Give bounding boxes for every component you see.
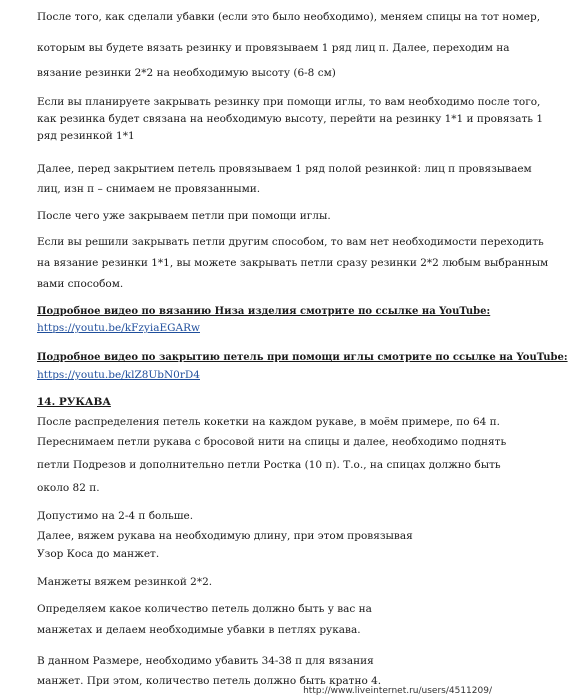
paragraph-line: на вязание резинки 1*1, вы можете закрывать петли сразу резинки 2*2 любым выбранным [37,257,549,269]
paragraph-line: После того, как сделали убавки (если это было необходимо), меняем спицы на тот номер, [37,11,541,23]
section-heading: 14. РУКАВА [37,396,111,408]
paragraph-line: вами способом. [37,278,124,290]
video-title: Подробное видео по вязанию Низа изделия смотрите по ссылке на YouTube: [37,306,491,317]
watermark-url: http://www.liveinternet.ru/users/4511209/ [303,686,492,696]
paragraph-line: которым вы будете вязать резинку и провязываем 1 ряд лиц п. Далее, переходим на [37,42,510,54]
paragraph-line: Если вы планируете закрывать резинку при помощи иглы, то вам необходимо после того, [37,96,541,108]
paragraph-line: манжетах и делаем необходимые убавки в петлях рукава. [37,624,361,636]
paragraph-line: Если вы решили закрывать петли другим способом, то вам нет необходимости переходить [37,236,544,248]
paragraph-line: ряд резинкой 1*1 [37,130,135,142]
paragraph-line: Определяем какое количество петель должно быть у вас на [37,603,372,615]
paragraph-line: вязание резинки 2*2 на необходимую высоту (6-8 см) [37,67,336,79]
paragraph-line: Допустимо на 2-4 п больше. [37,510,194,522]
paragraph-line: Манжеты вяжем резинкой 2*2. [37,576,213,588]
paragraph-line: Переснимаем петли рукава с бросовой нити на спицы и далее, необходимо поднять [37,436,507,448]
paragraph-line: Далее, вяжем рукава на необходимую длину, при этом провязывая [37,530,413,542]
paragraph-line: Узор Коса до манжет. [37,548,160,560]
paragraph-line: После распределения петель кокетки на каждом рукаве, в моём примере, по 64 п. [37,416,500,428]
paragraph-line: как резинка будет связана на необходимую высоту, перейти на резинку 1*1 и провязать 1 [37,113,543,125]
paragraph-line: манжет. При этом, количество петель должно быть кратно 4. [37,675,382,687]
youtube-link[interactable]: https://youtu.be/kFzyiaEGARw [37,322,200,334]
youtube-link[interactable]: https://youtu.be/klZ8UbN0rD4 [37,369,200,381]
paragraph-line: В данном Размере, необходимо убавить 34-38 п для вязания [37,655,374,667]
paragraph-line: Далее, перед закрытием петель провязываем 1 ряд полой резинкой: лиц п провязываем [37,163,532,175]
paragraph-line: петли Подрезов и дополнительно петли Ростка (10 п). Т.о., на спицах должно быть [37,459,501,471]
paragraph-line: около 82 п. [37,482,100,494]
paragraph-line: После чего уже закрываем петли при помощи иглы. [37,210,331,222]
video-title: Подробное видео по закрытию петель при помощи иглы смотрите по ссылке на YouTube: [37,352,568,363]
paragraph-line: лиц, изн п – снимаем не провязанными. [37,183,261,195]
